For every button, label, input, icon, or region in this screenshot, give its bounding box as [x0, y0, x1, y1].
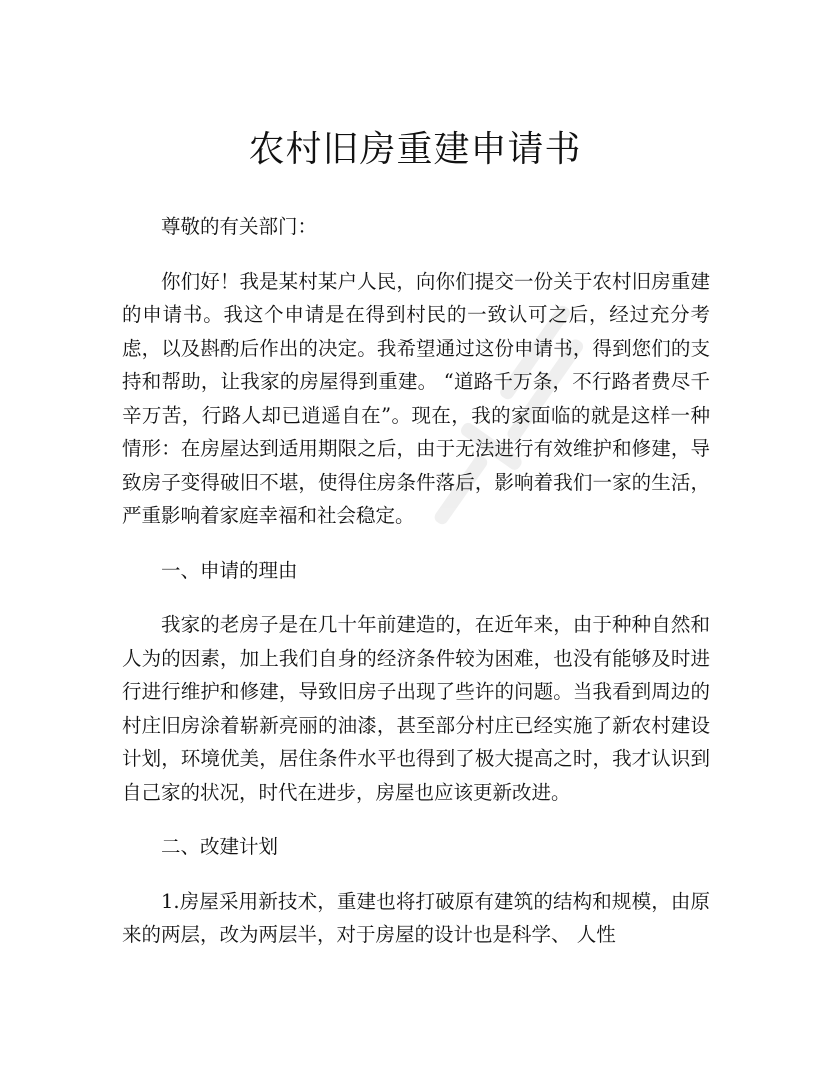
page-title: 农村旧房重建申请书 [248, 129, 582, 170]
plan-item-1: 1.房屋采用新技术，重建也将打破原有建筑的结构和规模，由原来的两层，改为两层半，对于房屋的设计也是科学、 人性 [122, 889, 710, 946]
salutation: 尊敬的有关部门： [161, 215, 318, 238]
section-heading-plan: 二、改建计划 [161, 835, 279, 858]
document-body [122, 210, 710, 973]
intro-paragraph: 你们好！我是某村某户人民，向你们提交一份关于农村旧房重建的申请书。我这个申请是在得到村民的一致认可之后，经过充分考虑，以及斟酌后作出的决定。我希望通过这份申请书，得到您们的支持和帮助，让我家的房屋得到重建。 “道路千万条，不行路者费尽千辛万苦，行路人却已逍遥自在”。现在，我的家面临的就是这样一种情形：在房屋达到适用期限之后，由于无法进行有效维护和修建，导致房子变得破旧不堪，使得住房条件落后，影响着我们一家的生活，严重影响着家庭幸福和社会稳定。 [122, 269, 710, 527]
section-heading-reasons: 一、申请的理由 [161, 558, 298, 582]
reasons-paragraph: 我家的老房子是在几十年前建造的，在近年来，由于种种自然和人为的因素，加上我们自身的经济条件较为困难，也没有能够及时进行进行维护和修建，导致旧房子出现了些许的问题。当我看到周边的村庄旧房涂着崭新亮丽的油漆，甚至部分村庄已经实施了新农村建设计划，环境优美，居住条件水平也得到了极大提高之时，我才认识到自己家的状况，时代在进步，房屋也应该更新改进。 [122, 613, 710, 804]
